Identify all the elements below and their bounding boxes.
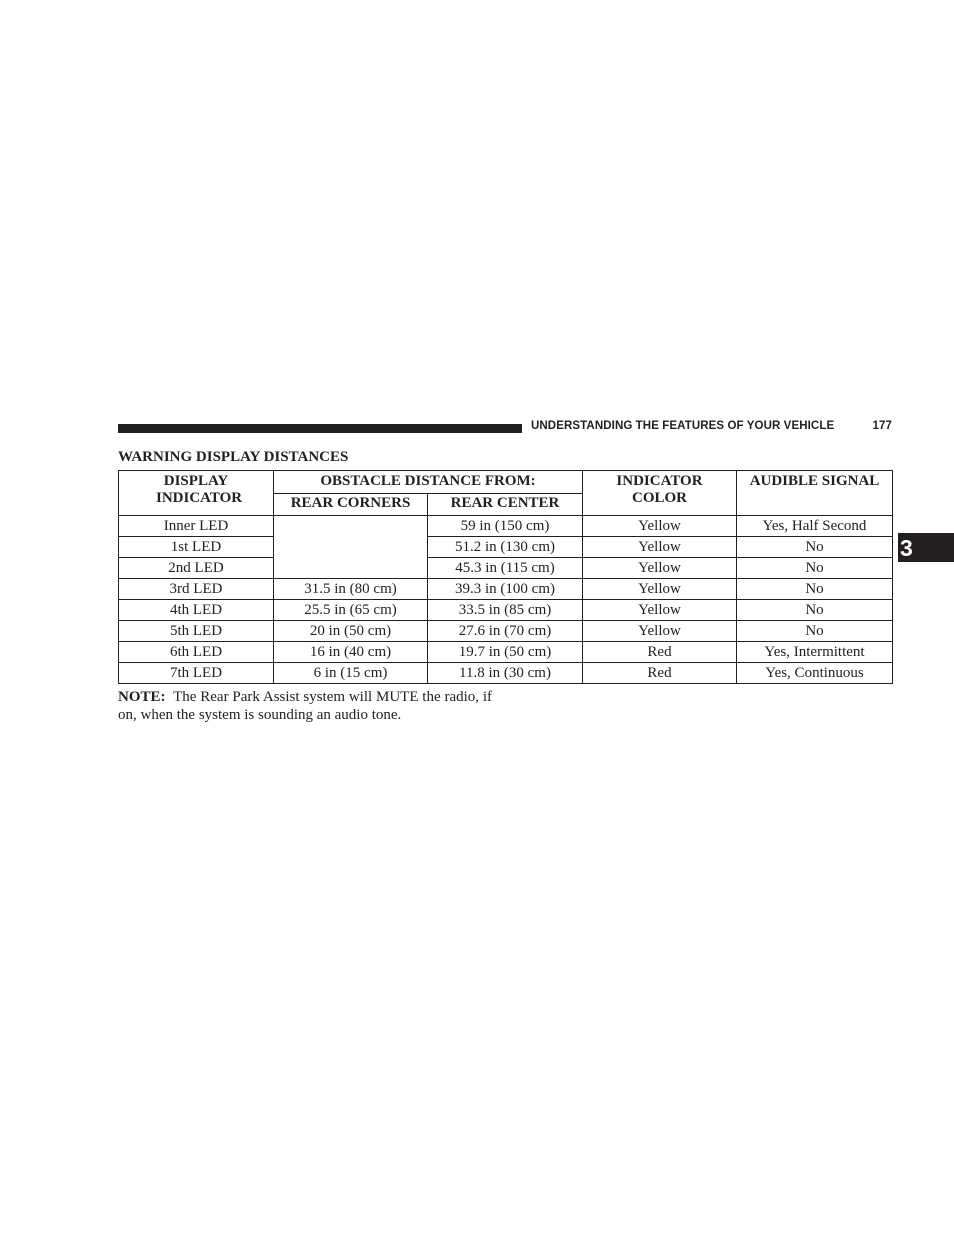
cell-corners: 16 in (40 cm) xyxy=(274,642,428,663)
cell-signal: Yes, Continuous xyxy=(737,663,893,684)
table-row xyxy=(119,642,893,663)
cell-center: 51.2 in (130 cm) xyxy=(428,537,583,558)
cell-signal: Yes, Half Second xyxy=(737,516,893,537)
cell-signal: No xyxy=(737,600,893,621)
header-indicator-color: INDICATOR COLOR xyxy=(583,471,737,516)
cell-indicator: 5th LED xyxy=(119,621,274,642)
table-row xyxy=(119,537,893,558)
cell-indicator: 1st LED xyxy=(119,537,274,558)
table-row xyxy=(119,621,893,642)
cell-center: 39.3 in (100 cm) xyxy=(428,579,583,600)
cell-color: Red xyxy=(583,663,737,684)
cell-corners: 20 in (50 cm) xyxy=(274,621,428,642)
cell-signal: No xyxy=(737,579,893,600)
cell-signal: No xyxy=(737,558,893,579)
section-title: WARNING DISPLAY DISTANCES xyxy=(118,449,349,465)
note-label: NOTE: xyxy=(118,689,166,705)
cell-color: Yellow xyxy=(583,537,737,558)
table-row xyxy=(119,516,893,537)
cell-color: Yellow xyxy=(583,579,737,600)
note-paragraph xyxy=(118,688,492,724)
cell-center: 11.8 in (30 cm) xyxy=(428,663,583,684)
cell-indicator: 4th LED xyxy=(119,600,274,621)
cell-indicator: 2nd LED xyxy=(119,558,274,579)
table-row xyxy=(119,600,893,621)
note-text: The Rear Park Assist system will MUTE the radio, if on, when the system is sounding an audio tone. xyxy=(118,689,492,723)
header-obstacle-distance: OBSTACLE DISTANCE FROM: xyxy=(274,471,583,494)
header-rule xyxy=(118,424,522,433)
page-number: 177 xyxy=(872,420,892,432)
cell-indicator: 7th LED xyxy=(119,663,274,684)
cell-center: 59 in (150 cm) xyxy=(428,516,583,537)
cell-indicator: 3rd LED xyxy=(119,579,274,600)
cell-signal: No xyxy=(737,621,893,642)
cell-corners: 6 in (15 cm) xyxy=(274,663,428,684)
chapter-number: 3 xyxy=(900,535,913,561)
table-row xyxy=(119,579,893,600)
cell-corners-empty xyxy=(274,516,428,579)
header-audible-signal: AUDIBLE SIGNAL xyxy=(737,471,893,516)
chapter-tab xyxy=(898,533,954,562)
running-title: UNDERSTANDING THE FEATURES OF YOUR VEHICLE xyxy=(531,420,835,432)
table-row xyxy=(119,558,893,579)
cell-indicator: Inner LED xyxy=(119,516,274,537)
cell-signal: Yes, Intermittent xyxy=(737,642,893,663)
cell-corners: 25.5 in (65 cm) xyxy=(274,600,428,621)
cell-color: Yellow xyxy=(583,600,737,621)
cell-corners: 31.5 in (80 cm) xyxy=(274,579,428,600)
cell-color: Yellow xyxy=(583,558,737,579)
cell-center: 45.3 in (115 cm) xyxy=(428,558,583,579)
cell-color: Yellow xyxy=(583,621,737,642)
cell-center: 27.6 in (70 cm) xyxy=(428,621,583,642)
warning-distances-table xyxy=(118,470,893,684)
cell-color: Red xyxy=(583,642,737,663)
header-rear-corners: REAR CORNERS xyxy=(274,494,428,516)
running-header xyxy=(531,420,892,432)
cell-color: Yellow xyxy=(583,516,737,537)
cell-signal: No xyxy=(737,537,893,558)
cell-center: 33.5 in (85 cm) xyxy=(428,600,583,621)
cell-center: 19.7 in (50 cm) xyxy=(428,642,583,663)
cell-indicator: 6th LED xyxy=(119,642,274,663)
table-row xyxy=(119,663,893,684)
header-display-indicator: DISPLAY INDICATOR xyxy=(119,471,274,516)
header-rear-center: REAR CENTER xyxy=(428,494,583,516)
